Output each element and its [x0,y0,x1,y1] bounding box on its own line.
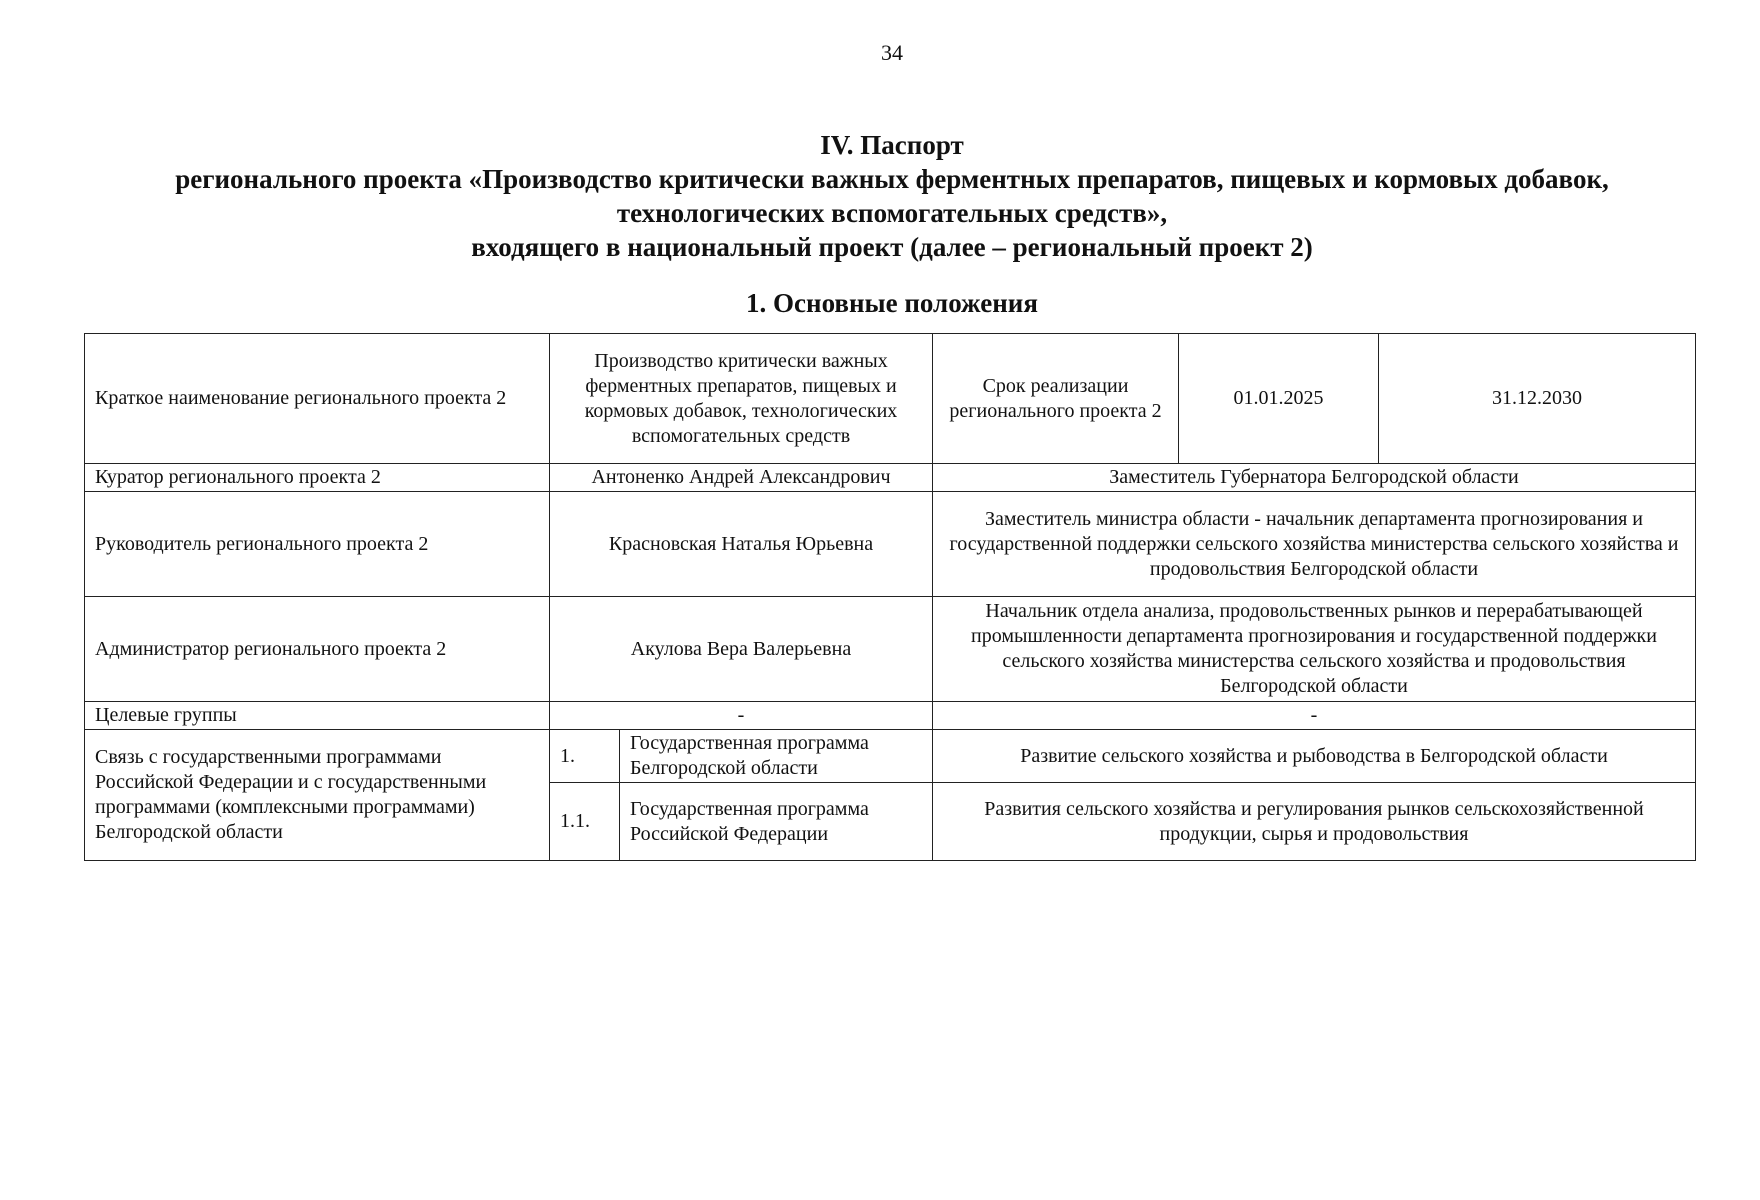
program-number: 1.1. [550,783,620,861]
short-name-label: Краткое наименование регионального проекта 2 [85,334,550,464]
title-line-1: IV. Паспорт [820,130,964,160]
link-programs-label: Связь с государственными программами Российской Федерации и с государственными программами (комплексными программами) Белгородской области [85,730,550,861]
target-groups-label: Целевые группы [85,702,550,730]
end-date: 31.12.2030 [1379,334,1696,464]
curator-position: Заместитель Губернатора Белгородской области [933,464,1696,492]
start-date: 01.01.2025 [1179,334,1379,464]
curator-name: Антоненко Андрей Александрович [550,464,933,492]
table-row [85,334,1696,464]
admin-label: Администратор регионального проекта 2 [85,597,550,702]
program-type: Государственная программа Белгородской области [620,730,933,783]
program-number: 1. [550,730,620,783]
short-name-value: Производство критически важных ферментных препаратов, пищевых и кормовых добавок, технологических вспомогательных средств [550,334,933,464]
table-row [85,597,1696,702]
table-row [85,492,1696,597]
head-position: Заместитель министра области - начальник департамента прогнозирования и государственной поддержки сельского хозяйства министерства сельского хозяйства и продовольствия Белгородской области [933,492,1696,597]
program-name: Развитие сельского хозяйства и рыбоводства в Белгородской области [933,730,1696,783]
head-label: Руководитель регионального проекта 2 [85,492,550,597]
term-label: Срок реализации регионального проекта 2 [933,334,1179,464]
passport-title [80,128,1704,264]
program-name: Развития сельского хозяйства и регулирования рынков сельскохозяйственной продукции, сырья и продовольствия [933,783,1696,861]
curator-label: Куратор регионального проекта 2 [85,464,550,492]
title-line-2: регионального проекта «Производство критически важных ферментных препаратов, пищевых и кормовых добавок, [175,164,1609,194]
title-line-4: входящего в национальный проект (далее – региональный проект 2) [471,232,1313,262]
program-type: Государственная программа Российской Федерации [620,783,933,861]
page-number: 34 [881,40,903,65]
target-groups-value: - [933,702,1696,730]
title-line-3: технологических вспомогательных средств», [616,198,1168,228]
table-row [85,730,1696,783]
target-groups-value: - [550,702,933,730]
table-row [85,702,1696,730]
head-name: Красновская Наталья Юрьевна [550,492,933,597]
passport-table [84,333,1696,861]
admin-position: Начальник отдела анализа, продовольственных рынков и перерабатывающей промышленности департамента прогнозирования и государственной поддержки сельского хозяйства министерства сельского хозяйства и продовольствия Белгородской области [933,597,1696,702]
table-row [85,464,1696,492]
admin-name: Акулова Вера Валерьевна [550,597,933,702]
section-heading: 1. Основные положения [746,288,1038,318]
